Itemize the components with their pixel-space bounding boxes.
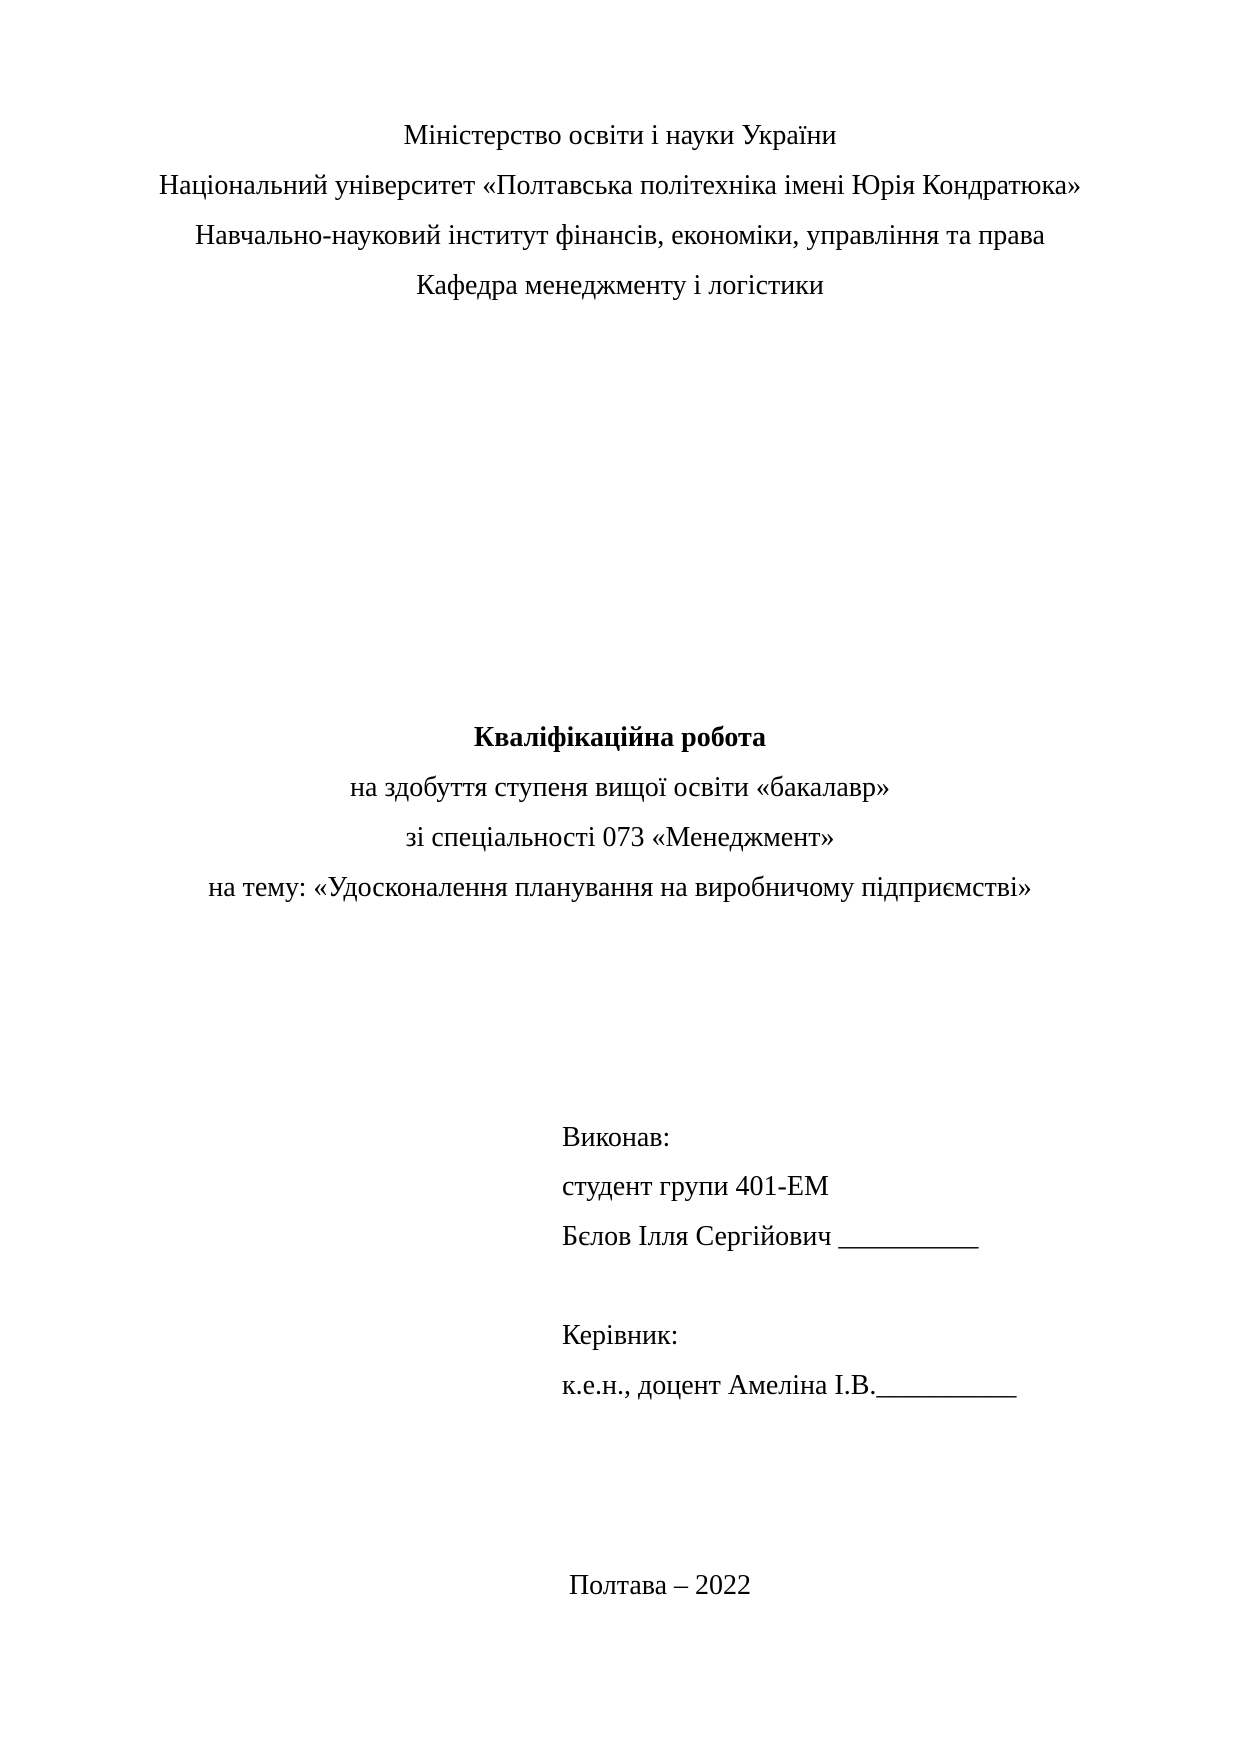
ministry-line: Міністерство освіти і науки України bbox=[403, 120, 837, 151]
student-group: студент групи 401-ЕМ bbox=[562, 1171, 829, 1202]
student-name-signature: Бєлов Ілля Сергійович __________ bbox=[562, 1221, 979, 1252]
city-year: Полтава – 2022 bbox=[568, 1570, 752, 1601]
document-title: Кваліфікаційна робота bbox=[473, 722, 767, 753]
institute-line: Навчально-науковий інститут фінансів, економіки, управління та права bbox=[195, 220, 1045, 251]
supervisor-name-signature: к.е.н., доцент Амеліна І.В.__________ bbox=[562, 1370, 1017, 1401]
performed-label: Виконав: bbox=[562, 1122, 671, 1153]
supervisor-label: Керівник: bbox=[562, 1320, 679, 1351]
specialty-line: зі спеціальності 073 «Менеджмент» bbox=[405, 822, 835, 853]
degree-line: на здобуття ступеня вищої освіти «бакалавр» bbox=[350, 772, 890, 803]
department-line: Кафедра менеджменту і логістики bbox=[416, 270, 824, 301]
university-line: Національний університет «Полтавська політехніка імені Юрія Кондратюка» bbox=[158, 170, 1082, 201]
topic-line: на тему: «Удосконалення планування на виробничому підприємстві» bbox=[208, 872, 1032, 903]
